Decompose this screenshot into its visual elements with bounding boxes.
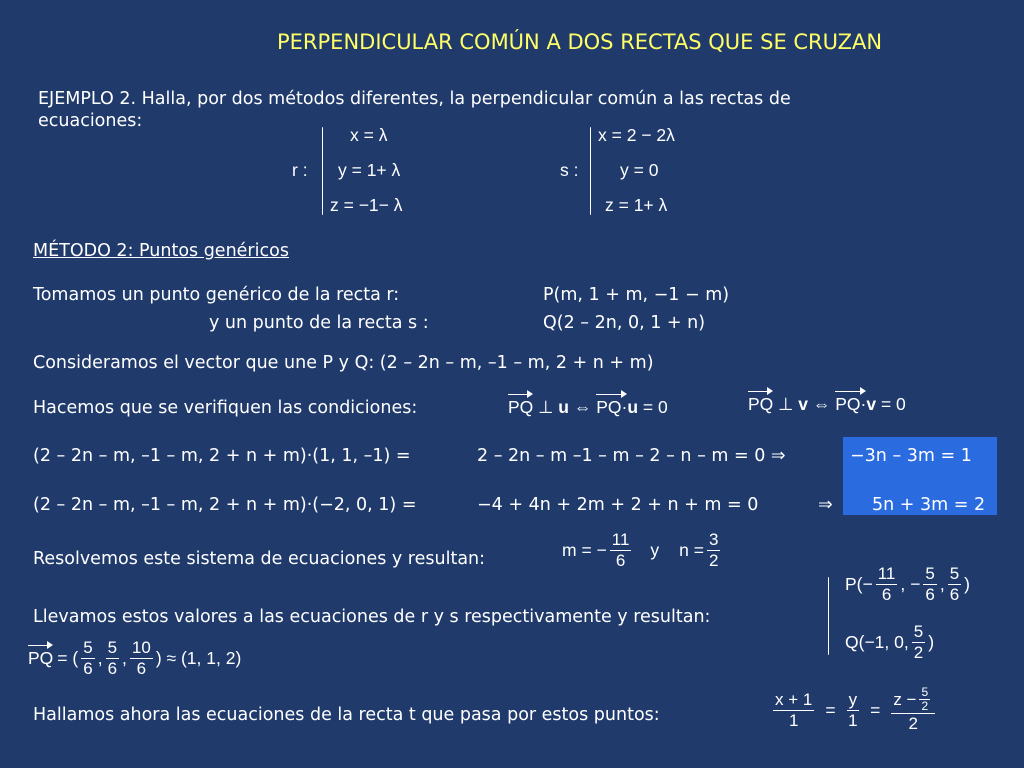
pq-vector (28, 638, 241, 679)
line-r-eq-y: y = 1+ λ (338, 160, 401, 180)
t-eq-2: = (870, 699, 881, 720)
line-s-label: s : (560, 160, 579, 180)
t-num-3-text: z − (893, 689, 917, 709)
solve-values (562, 530, 723, 571)
p-sep-2: , (939, 574, 945, 594)
line-s-eq-z: z = 1+ λ (605, 195, 668, 215)
equals-zero: = 0 (638, 397, 668, 417)
pq-frac-1 (81, 638, 94, 679)
vector-u: u (558, 397, 569, 417)
dot-pq: PQ· (596, 397, 628, 417)
line-s-eq-y: y = 0 (620, 160, 659, 180)
intro-line-2: ecuaciones: (38, 111, 143, 131)
step3-text: Consideramos el vector que une P y Q: (2 – 2n – m, –1 – m, 2 + n + m) (33, 353, 654, 373)
t-small-num: 5 (921, 685, 929, 699)
solve-text: Resolvemos este sistema de ecuaciones y resultan: (33, 549, 486, 569)
eq-b-result: 5n + 3m = 2 (872, 495, 986, 515)
line-r-label: r : (292, 160, 308, 180)
t-num-2: y (848, 689, 858, 709)
iff-symbol-v: ⇔ (808, 394, 836, 414)
step4-label: Hacemos que se verifiquen las condiciones: (33, 398, 418, 418)
pq-eq: = ( (57, 648, 79, 668)
t-num-3 (891, 686, 935, 714)
intro-line-1-text: EJEMPLO 2. Halla, por dos métodos diferentes, la perpendicular común a las rectas de (38, 89, 791, 109)
q-den: 2 (913, 643, 924, 662)
eq-a-result: −3n – 3m = 1 (850, 446, 972, 466)
final-text: Hallamos ahora las ecuaciones de la recta t que pasa por estos puntos: (33, 705, 660, 725)
m-fraction (610, 530, 632, 571)
t-frac-1 (773, 690, 814, 731)
t-frac-3 (891, 686, 935, 734)
pq-vec-symbol: PQ (28, 648, 54, 668)
n-den: 2 (708, 551, 719, 570)
eq-b-mid: −4 + 4n + 2m + 2 + n + m = 0 (477, 495, 759, 515)
line-r-brace (322, 127, 323, 215)
pq-approx: ) ≈ (1, 1, 2) (155, 648, 242, 668)
eq-b-lhs: (2 – 2n – m, –1 – m, 2 + n + m)·(−2, 0, 1) = (33, 495, 417, 515)
p-close: ) (964, 574, 970, 594)
line-t-equation (770, 686, 938, 734)
condition-u (508, 397, 668, 418)
t-den-3: 2 (908, 714, 918, 733)
vector-v-dot: v (866, 394, 877, 414)
t-small-den: 2 (921, 699, 929, 713)
page-title: PERPENDICULAR COMÚN A DOS RECTAS QUE SE CRUZAN (277, 30, 883, 54)
equals-zero-v: = 0 (876, 394, 906, 414)
n-fraction (707, 530, 720, 571)
pq-num-3: 10 (131, 638, 151, 657)
t-small-frac (919, 686, 930, 713)
p-frac-1 (876, 564, 898, 605)
n-num: 3 (708, 530, 719, 549)
method-heading: MÉTODO 2: Puntos genéricos (33, 241, 289, 261)
eq-a-mid: 2 – 2n – m –1 – m – 2 – n – m = 0 ⇒ (477, 446, 786, 466)
p-den-3: 6 (949, 585, 960, 604)
q-point (845, 622, 934, 663)
q-open: Q(−1, 0, (845, 632, 909, 652)
eq-a-lhs: (2 – 2n – m, –1 – m, 2 + n + m)·(1, 1, –1) = (33, 446, 411, 466)
step1-label: Tomamos un punto genérico de la recta r: (33, 285, 400, 305)
pq-num-2: 5 (107, 638, 118, 657)
t-frac-2 (847, 690, 860, 731)
p-frac-3 (948, 564, 961, 605)
pq-den-3: 6 (136, 659, 147, 678)
p-den-2: 6 (925, 585, 935, 604)
t-den-1: 1 (788, 710, 799, 730)
p-frac-2 (923, 564, 936, 605)
line-r-eq-z: z = −1− λ (330, 195, 403, 215)
t-den-2: 1 (848, 710, 858, 730)
q-num: 5 (913, 622, 924, 641)
perp-symbol: ⊥ (533, 397, 559, 417)
points-brace (828, 577, 829, 655)
t-eq-1: = (825, 699, 836, 720)
vector-pq-v: PQ (748, 394, 774, 414)
line-s-brace (590, 127, 591, 215)
dot-pq-v: PQ· (835, 394, 867, 414)
t-num-1: x + 1 (775, 689, 813, 709)
q-close: ) (928, 632, 935, 652)
line-r-eq-x: x = λ (350, 125, 388, 145)
substitute-text: Llevamos estos valores a las ecuaciones de r y s respectivamente y resultan: (33, 607, 711, 627)
pq-frac-3 (130, 638, 153, 679)
vector-u-dot: u (627, 397, 639, 417)
pq-den-1: 6 (83, 659, 93, 678)
m-lhs: m = − (562, 540, 607, 560)
and-word: y (650, 540, 660, 560)
step2-label: y un punto de la recta s : (209, 313, 429, 333)
intro-line-1 (38, 88, 996, 110)
p-sep-1: , − (900, 574, 921, 594)
step2-point: Q(2 – 2n, 0, 1 + n) (543, 313, 706, 333)
pq-sep-2: , (122, 648, 127, 668)
p-num-2: 5 (925, 564, 935, 583)
m-num: 11 (611, 530, 630, 549)
intro-text (38, 88, 996, 132)
condition-v (748, 394, 906, 415)
vector-pq: PQ (508, 397, 534, 417)
p-den-1: 6 (881, 585, 892, 604)
step1-point: P(m, 1 + m, −1 − m) (543, 285, 730, 305)
iff-symbol: ⇔ (568, 397, 597, 417)
p-point (845, 564, 970, 605)
q-frac (912, 622, 925, 663)
pq-sep-1: , (97, 648, 103, 668)
pq-frac-2 (106, 638, 119, 679)
m-den: 6 (615, 551, 626, 570)
vector-v: v (798, 394, 808, 414)
p-num-3: 5 (949, 564, 960, 583)
p-open: P(− (845, 574, 873, 594)
p-num-1: 11 (877, 564, 896, 583)
pq-num-1: 5 (83, 638, 93, 657)
perp-symbol-v: ⊥ (773, 394, 799, 414)
n-lhs: n = (679, 540, 704, 560)
eq-b-arrow: ⇒ (818, 495, 833, 515)
pq-den-2: 6 (107, 659, 118, 678)
line-s-eq-x: x = 2 − 2λ (598, 125, 675, 145)
